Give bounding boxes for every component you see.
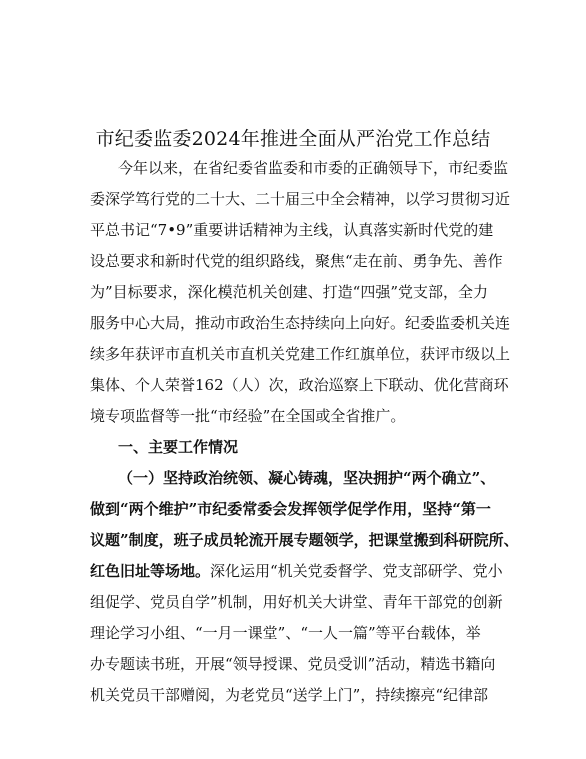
section-line-8: 机关党员干部赠阅，为老党员“送学上门”，持续擦亮“纪律部 [90, 686, 489, 704]
section-heading: 一、主要工作情况 [118, 438, 239, 456]
section-line-4-bold: 红色旧址等场地。 [90, 562, 211, 580]
section-line-3: 议题”制度，班子成员轮流开展专题领学，把课堂搬到科研院所、 [90, 531, 519, 549]
section-line-2: 做到“两个维护”市纪委常委会发挥领学促学作用，坚持“第一 [90, 500, 491, 518]
intro-line-2: 委深学笃行党的二十大、二十届三中全会精神，以学习贯彻习近 [90, 190, 511, 208]
section-line-4 [90, 561, 503, 581]
intro-line-3: 平总书记“7•9”重要讲话精神为主线，认真落实新时代党的建 [90, 221, 494, 239]
section-line-5: 组促学、党员自学”机制，用好机关大讲堂、青年干部党的创新 [90, 593, 503, 611]
intro-line-4: 设总要求和新时代党的组织路线，聚焦“走在前、勇争先、善作 [90, 252, 503, 270]
section-line-7: 办专题读书班，开展“领导授课、党员受训”活动，精选书籍向 [90, 655, 496, 673]
section-line-6: 理论学习小组、“一月一课堂”、“一人一篇”等平台载体，举 [90, 624, 481, 642]
intro-line-5: 为”目标要求，深化模范机关创建、打造“四强”党支部，全力 [90, 283, 489, 301]
document-title: 市纪委监委2024年推进全面从严治党工作总结 [95, 128, 491, 150]
intro-line-9: 境专项监督等一批“市经验”在全国或全省推广。 [90, 407, 406, 425]
intro-line-8: 集体、个人荣誉162（人）次，政治巡察上下联动、优化营商环 [90, 376, 509, 394]
intro-line-1: 今年以来，在省纪委省监委和市委的正确领导下，市纪委监 [118, 159, 509, 177]
intro-line-7: 续多年获评市直机关市直机关党建工作红旗单位，获评市级以上 [90, 345, 511, 363]
intro-line-6: 服务中心大局，推动市政治生态持续向上向好。纪委监委机关连 [90, 314, 511, 332]
section-line-4-normal: 深化运用“机关党委督学、党支部研学、党小 [210, 562, 503, 580]
section-line-1: （一）坚持政治统领、凝心铸魂，坚决拥护“两个确立”、 [118, 469, 496, 487]
